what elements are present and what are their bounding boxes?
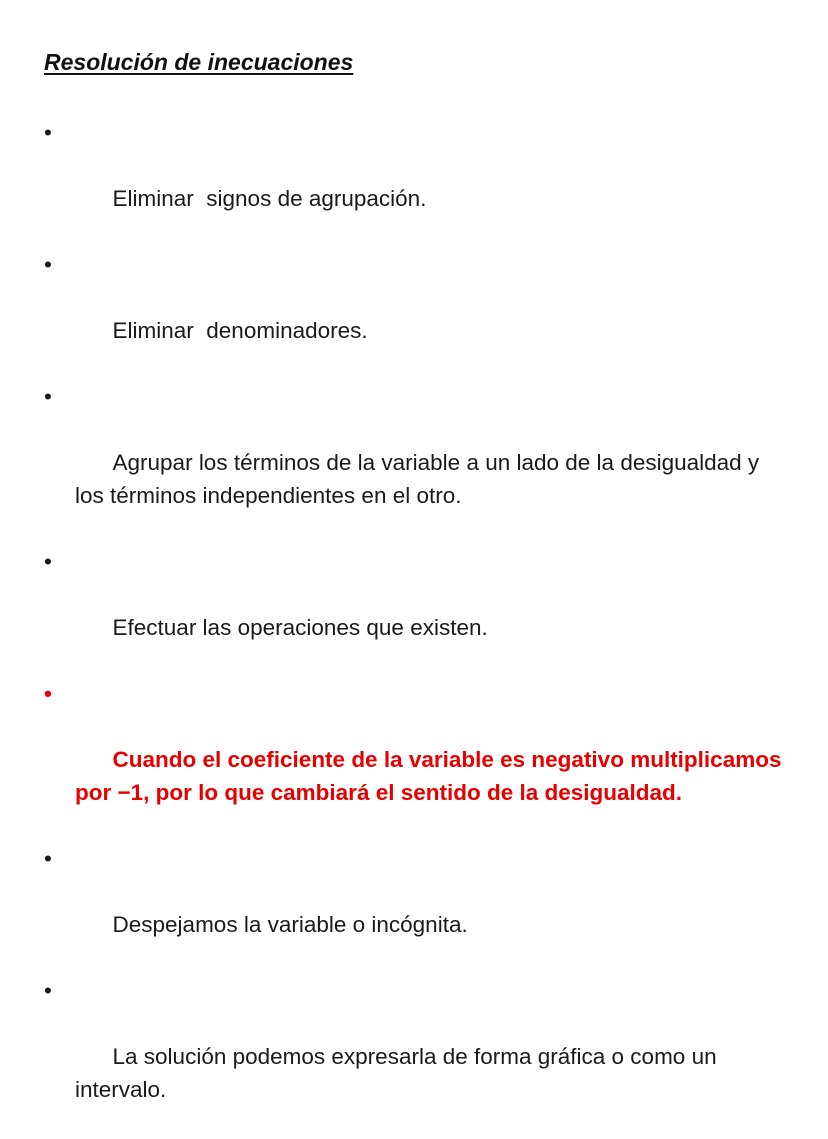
bullet-text: Eliminar denominadores.	[112, 318, 368, 343]
bullet-text: Cuando el coeficiente de la variable es negativo multiplicamos por −1, por lo que cambiará el sentido de la desigualdad.	[75, 747, 788, 805]
bullet-dot-icon: •	[44, 846, 52, 871]
bullet-dot-icon: •	[44, 549, 52, 574]
bullet-dot-icon: •	[44, 681, 52, 706]
bullet-dot-icon: •	[44, 978, 52, 1003]
bullet-text: Agrupar los términos de la variable a un lado de la desigualdad y los términos independientes en el otro.	[75, 450, 766, 508]
bullet-dot-icon: •	[44, 252, 52, 277]
bullet-item	[44, 974, 784, 1139]
bullet-item-highlighted	[44, 677, 788, 842]
bullet-text: Efectuar las operaciones que existen.	[112, 615, 488, 640]
bullet-dot-icon: •	[44, 384, 52, 409]
bullet-item	[44, 545, 784, 677]
bullet-text: Despejamos la variable o incógnita.	[112, 912, 468, 937]
bullet-list	[44, 116, 788, 1139]
bullet-item	[44, 842, 784, 974]
bullet-text: La solución podemos expresarla de forma gráfica o como un intervalo.	[75, 1044, 723, 1102]
bullet-item	[44, 116, 784, 248]
bullet-item	[44, 248, 784, 380]
bullet-item	[44, 380, 784, 545]
bullet-dot-icon: •	[44, 120, 52, 145]
slide-title: Resolución de inecuaciones	[44, 49, 354, 75]
bullet-text: Eliminar signos de agrupación.	[112, 186, 427, 211]
